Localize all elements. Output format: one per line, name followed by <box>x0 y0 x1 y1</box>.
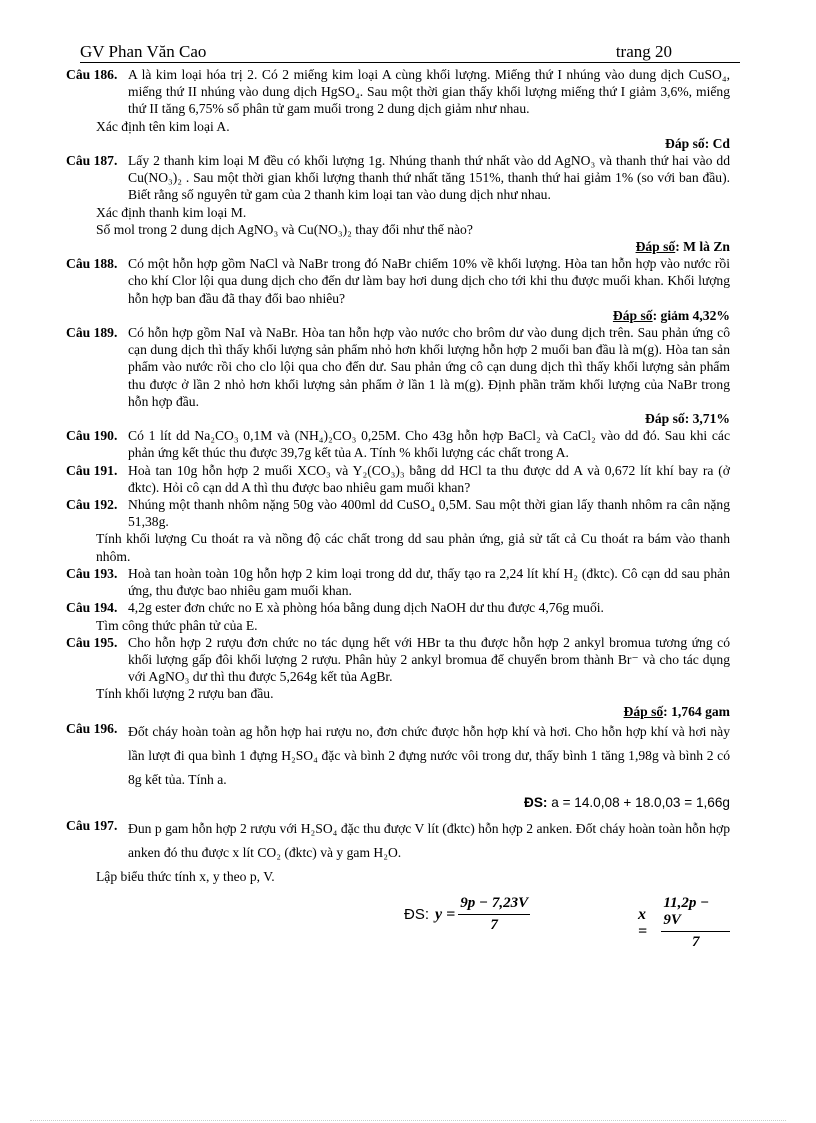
question-194 <box>66 599 730 616</box>
formula-y-fraction <box>458 895 530 934</box>
question-text: Hoà tan 10g hỗn hợp 2 muối XCO₃ và Y₂(CO₃)₃ bằng dd HCl ta thu được dd A và 0,672 lít khí bay ra (ở đktc). Hỏi cô cạn dd A thì thu được bao nhiêu gam muối khan? <box>128 462 730 495</box>
question-number: Câu 197. <box>66 817 118 833</box>
solution-formulas <box>66 889 730 949</box>
answer-label: Đáp số <box>635 239 676 255</box>
question-subtext: Xác định thanh kim loại M. <box>96 204 247 220</box>
question-number: Câu 191. <box>66 462 118 478</box>
question-number: Câu 190. <box>66 428 118 444</box>
formula-x-fraction <box>661 895 730 952</box>
answer-value: : M là Zn <box>675 239 730 255</box>
answer-value: : giảm 4,32% <box>652 307 730 323</box>
question-191 <box>66 462 730 496</box>
question-193 <box>66 565 730 599</box>
question-text: 4,2g ester đơn chức no E xà phòng hóa bằng dung dịch NaOH dư thu được 4,76g muối. <box>128 600 604 616</box>
answer: Đáp số: Cd <box>665 135 730 151</box>
question-number: Câu 192. <box>66 497 118 513</box>
question-197 <box>66 817 730 865</box>
answer-label: Đáp số <box>612 307 653 323</box>
question-subtext: Xác định tên kim loại A. <box>96 118 230 134</box>
question-number: Câu 189. <box>66 325 118 341</box>
page-bottom-divider <box>30 1120 786 1121</box>
question-text: A là kim loại hóa trị 2. Có 2 miếng kim loại A cùng khối lượng. Miếng thứ I nhúng vào dung dịch CuSO₄, miếng thứ II nhúng vào dung dịch HgSO₄. Sau một thời gian thấy khối lượng miếng thứ I giảm 3,6%, miếng thứ II tăng 6,75% số phân tử gam muối trong 2 dung dịch giảm như nhau. <box>128 67 730 117</box>
question-subtext: Tìm công thức phân tử của E. <box>96 617 258 633</box>
answer <box>66 307 730 324</box>
question-list <box>66 66 730 949</box>
formula-y-denominator: 7 <box>490 917 498 934</box>
question-number: Câu 193. <box>66 565 118 581</box>
answer: Đáp số: 3,71% <box>645 411 730 427</box>
formula-x-denominator: 7 <box>691 934 700 951</box>
question-text: Hoà tan hoàn toàn 10g hỗn hợp 2 kim loại trong dd dư, thấy tạo ra 2,24 lít khí H₂ (đktc). Cô cạn dd sau phản ứng, thu được bao nhiêu gam muối khan. <box>128 565 730 599</box>
solution <box>66 794 730 811</box>
question-number: Câu 186. <box>66 67 118 82</box>
formula-y <box>404 895 530 934</box>
formula-x <box>638 895 730 952</box>
question-189 <box>66 324 730 410</box>
formula-y-variable: y = <box>435 906 456 924</box>
question-subtext: Lập biểu thức tính x, y theo p, V. <box>96 868 275 884</box>
answer <box>66 703 730 720</box>
question-text: Nhúng một thanh nhôm nặng 50g vào 400ml dd CuSO₄ 0,5M. Sau một thời gian lấy thanh nhôm ra cân nặng 51,38g. <box>128 497 730 530</box>
author-name: GV Phan Văn Cao <box>80 42 207 61</box>
question-subtext: Tính khối lượng Cu thoát ra và nồng độ các chất trong dd sau phản ứng, giả sử tất cả Cu thoát ra bám vào thanh nhôm. <box>96 531 730 564</box>
solution-label: ĐS: <box>524 794 548 810</box>
solution-label: ĐS: <box>404 906 430 924</box>
page-header <box>80 40 740 63</box>
question-number: Câu 195. <box>66 634 118 650</box>
formula-x-variable: x = <box>638 906 648 941</box>
question-text: Có 1 lít dd Na₂CO₃ 0,1M và (NH₄)₂CO₃ 0,25M. Cho 43g hỗn hợp BaCl₂ và CaCl₂ vào dd đó. Sau khi các phản ứng kết thúc thu được 39,7g kết tủa A. Tính % khối lượng các chất trong A. <box>128 428 730 461</box>
solution-value: a = 14.0,08 + 18.0,03 = 1,66g <box>547 794 730 810</box>
question-text: Đun p gam hỗn hợp 2 rượu với H₂SO₄ đặc thu được V lít (đktc) hỗn hợp 2 anken. Đốt cháy hoàn toàn hỗn hợp anken đó thu được x lít CO₂ (đktc) và y gam H₂O. <box>128 820 730 860</box>
question-text: Cho hỗn hợp 2 rượu đơn chức no tác dụng hết với HBr ta thu được hỗn hợp 2 ankyl bromua tương ứng có khối lượng gấp đôi khối lượng 2 rượu. Phân hủy 2 ankyl bromua để chuyển brom thành Br⁻ và cho tác dụng với AgNO₃ dư thì thu được 5,264g kết tủa AgBr. <box>128 634 730 685</box>
question-186 <box>66 66 730 118</box>
question-text: Có một hỗn hợp gồm NaCl và NaBr trong đó NaBr chiếm 10% về khối lượng. Hòa tan hỗn hợp vào nước rồi cho khí Clor lội qua dung dịch cho đến dư làm bay hơi dung dịch cho tới khi thu được muối khan. Khối lượng hỗn hợp ban đầu đã thay đổi bao nhiêu? <box>128 256 730 306</box>
question-195 <box>66 634 730 686</box>
question-number: Câu 194. <box>66 600 118 616</box>
answer-label: Đáp số <box>623 703 664 719</box>
question-number: Câu 188. <box>66 256 118 272</box>
question-190 <box>66 427 730 461</box>
question-196 <box>66 720 730 792</box>
question-number: Câu 196. <box>66 720 118 736</box>
question-number: Câu 187. <box>66 153 118 169</box>
question-187 <box>66 152 730 204</box>
page-number: trang 20 <box>615 42 672 61</box>
question-188 <box>66 255 730 307</box>
question-text: Lấy 2 thanh kim loại M đều có khối lượng 1g. Nhúng thanh thứ nhất vào dd AgNO₃ và thanh thứ hai vào dd Cu(NO₃)₂ . Sau một thời gian khối lượng thanh thứ nhất tăng 151%, thanh thứ hai giảm 1% (so với ban đầu). Biết rằng số nguyên tử gam của 2 thanh kim loại tan vào dung dịch như nhau. <box>128 153 730 203</box>
question-text: Đốt cháy hoàn toàn ag hỗn hợp hai rượu no, đơn chức được hỗn hợp khí và hơi. Cho hỗn hợp khí và hơi này lần lượt đi qua bình 1 đựng H₂SO₄ đặc và bình 2 đựng nước vôi trong dư, thấy bình 1 tăng 1,98g và bình 2 có 8g kết tủa. Tính a. <box>128 723 730 787</box>
formula-x-numerator: 11,2p − 9V <box>661 895 730 932</box>
question-text: Có hỗn hợp gồm NaI và NaBr. Hòa tan hỗn hợp vào nước cho brôm dư vào dung dịch trên. Sau phản ứng cô cạn dung dịch thì thấy khối lượng sản phẩm nhỏ hơn khối lượng hỗn hợp 2 muối ban đầu là m(g). Hòa tan sản phẩm vào nước rồi cho clo lội qua cho đến dư. Sau phản ứng cô cạn dung dịch thì thấy khối lượng sản phẩm thu được ở lần 2 nhỏ hơn khối lượng sản phẩm ở lần 1 là m(g). Định phần trăm khối lượng của NaBr trong hỗn hợp đầu. <box>128 325 730 409</box>
answer <box>66 238 730 255</box>
question-subtext: Tính khối lượng 2 rượu ban đầu. <box>96 686 274 702</box>
formula-y-numerator: 9p − 7,23V <box>458 895 530 915</box>
question-192 <box>66 496 730 530</box>
answer-value: : 1,764 gam <box>663 703 730 719</box>
question-subtext: Số mol trong 2 dung dịch AgNO₃ và Cu(NO₃)₂ thay đổi như thế nào? <box>96 221 473 237</box>
